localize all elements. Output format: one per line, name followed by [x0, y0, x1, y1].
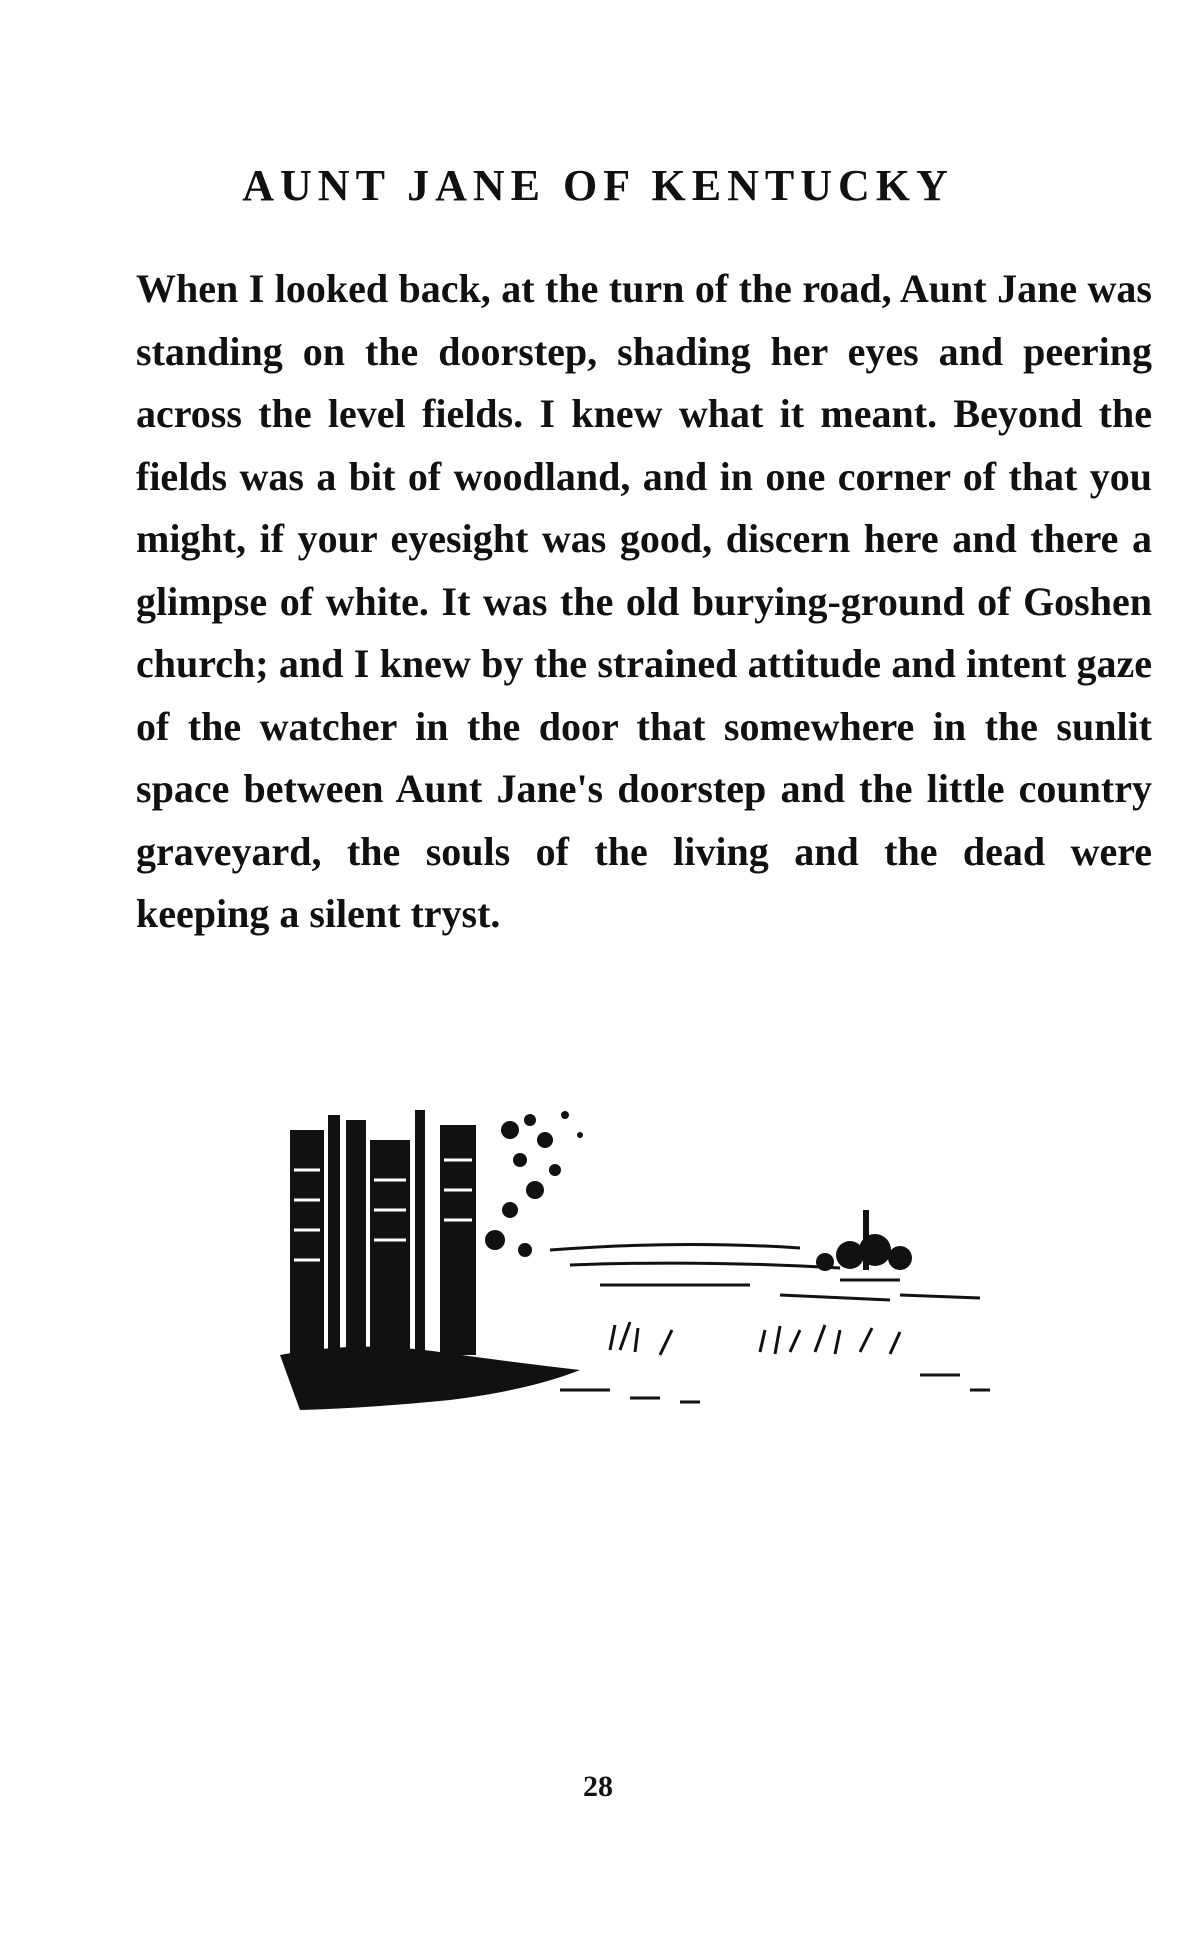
distant-grove [816, 1210, 912, 1271]
foreground-grass [610, 1322, 900, 1355]
foliage [485, 1111, 583, 1257]
running-head: AUNT JANE OF KENTUCKY [242, 161, 954, 210]
tree-trunks [290, 1110, 476, 1365]
landscape-illustration [280, 1090, 1040, 1430]
foreground-shadow [280, 1347, 580, 1410]
ground-dashes [480, 1295, 990, 1402]
page-number: 28 [583, 1770, 613, 1803]
body-paragraph: When I looked back, at the turn of the road, Aunt Jane was standing on the doorstep, shading her eyes and peering across the level fields. I knew what it meant. Beyond the fields was a bit of woodland, and in one corner of that you might, if your eyesight was good, discern here and there a glimpse of white. It was the old burying-ground of Goshen church; and I knew by the strained attitude and intent gaze of the watcher in the door that somewhere in the sunlit space between Aunt Jane's doorstep and the little country graveyard, the souls of the living and the dead were keeping a silent tryst. [136, 266, 1152, 936]
